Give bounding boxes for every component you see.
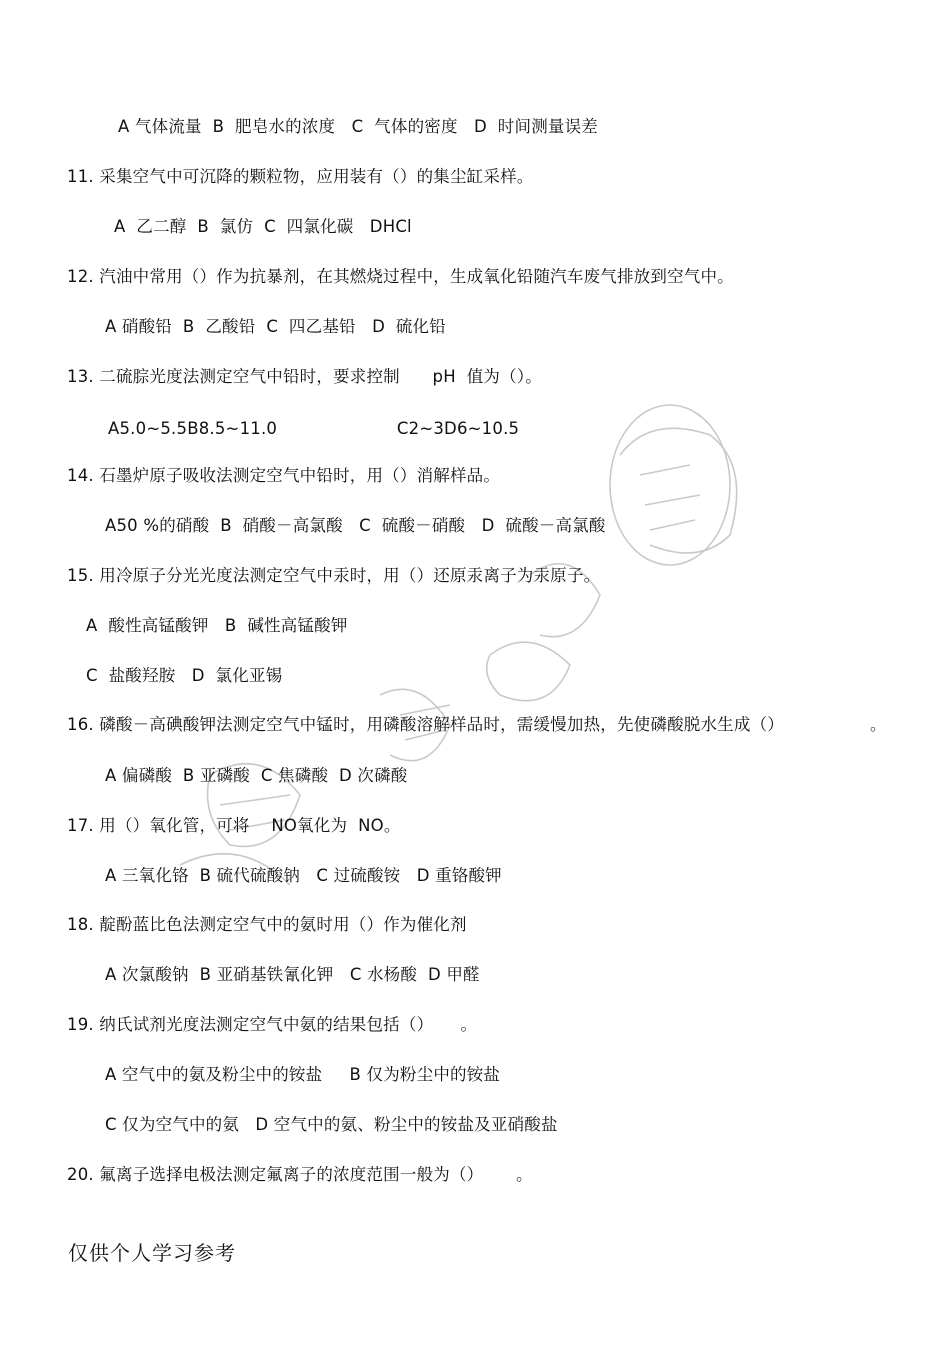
question-15-stem: 15. 用冷原子分光光度法测定空气中汞时，用（）还原汞离子为汞原子。 bbox=[67, 566, 601, 585]
question-12-stem: 12. 汽油中常用（）作为抗暴剂，在其燃烧过程中，生成氧化铅随汽车废气排放到空气中。 bbox=[67, 267, 734, 286]
question-13-stem: 13. 二硫腙光度法测定空气中铅时，要求控制 pH 值为（）。 bbox=[67, 367, 542, 386]
question-16-trailing-period: 。 bbox=[870, 715, 887, 734]
question-17-stem: 17. 用（）氧化管，可将 NO氧化为 NO。 bbox=[67, 816, 401, 835]
question-16-options: A 偏磷酸 B 亚磷酸 C 焦磷酸 D 次磷酸 bbox=[105, 766, 408, 785]
question-14-stem: 14. 石墨炉原子吸收法测定空气中铅时，用（）消解样品。 bbox=[67, 466, 501, 485]
question-19-options-line2: C 仅为空气中的氨 D 空气中的氨、粉尘中的铵盐及亚硝酸盐 bbox=[105, 1115, 558, 1134]
question-14-options: A50 %的硝酸 B 硝酸－高氯酸 C 硫酸－硝酸 D 硫酸－高氯酸 bbox=[105, 516, 606, 535]
question-11-options: A 乙二醇 B 氯仿 C 四氯化碳 DHCl bbox=[114, 217, 412, 236]
question-15-options-line2: C 盐酸羟胺 D 氯化亚锡 bbox=[86, 666, 283, 685]
question-10-options: A 气体流量 B 肥皂水的浓度 C 气体的密度 D 时间测量误差 bbox=[118, 117, 599, 136]
question-19-stem: 19. 纳氏试剂光度法测定空气中氨的结果包括（） 。 bbox=[67, 1015, 478, 1034]
question-15-options-line1: A 酸性高锰酸钾 B 碱性高锰酸钾 bbox=[86, 616, 348, 635]
question-20-stem: 20. 氟离子选择电极法测定氟离子的浓度范围一般为（） 。 bbox=[67, 1165, 533, 1184]
question-18-options: A 次氯酸钠 B 亚硝基铁氰化钾 C 水杨酸 D 甲醛 bbox=[105, 965, 480, 984]
question-13-options: A5.0~5.5B8.5~11.0 C2~3D6~10.5 bbox=[108, 419, 520, 438]
question-11-stem: 11. 采集空气中可沉降的颗粒物，应用装有（）的集尘缸采样。 bbox=[67, 167, 534, 186]
question-16-stem: 16. 磷酸－高碘酸钾法测定空气中锰时，用磷酸溶解样品时，需缓慢加热，先使磷酸脱水生成（） bbox=[67, 715, 784, 734]
footer-note: 仅供个人学习参考 bbox=[68, 1241, 236, 1265]
question-19-options-line1: A 空气中的氨及粉尘中的铵盐 B 仅为粉尘中的铵盐 bbox=[105, 1065, 501, 1084]
question-12-options: A 硝酸铅 B 乙酸铅 C 四乙基铅 D 硫化铅 bbox=[105, 317, 446, 336]
question-17-options: A 三氧化铬 B 硫代硫酸钠 C 过硫酸铵 D 重铬酸钾 bbox=[105, 866, 502, 885]
question-18-stem: 18. 靛酚蓝比色法测定空气中的氨时用（）作为催化剂 bbox=[67, 915, 467, 934]
